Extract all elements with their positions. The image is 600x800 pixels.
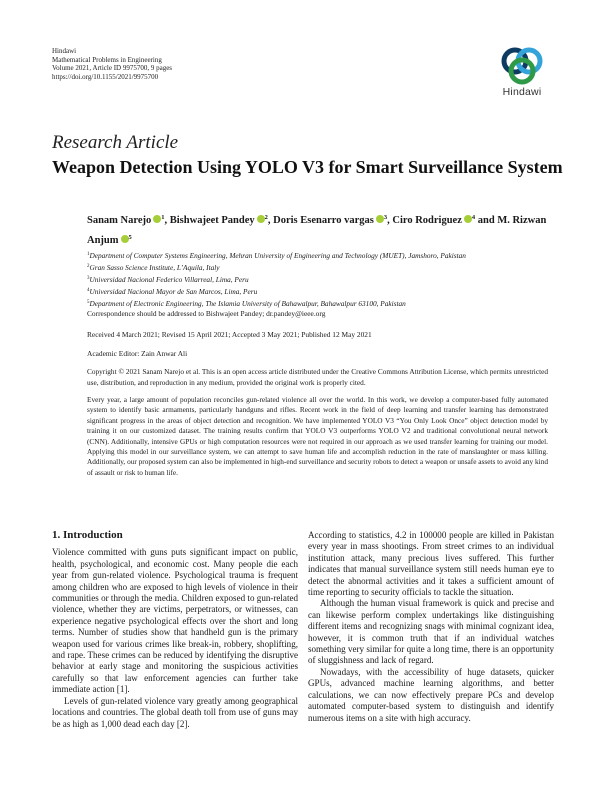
paragraph: Although the human visual framework is quick and precise and can likewise perform complex undertakings like distinguishing different items and recognizing snags with minimal cognizant idea, however, it is common truth that if an individual watches something very similar for quite a long time, there is an opportunity of sluggishness and lack of regard. — [308, 598, 554, 666]
author-affiliation-mark: 2 — [264, 214, 268, 221]
correspondence: Correspondence should be addressed to Bishwajeet Pandey; dr.pandey@ieee.org — [87, 309, 326, 318]
author — [392, 215, 475, 226]
intro-column-right — [308, 530, 554, 724]
affiliation-mark: 3 — [87, 276, 90, 281]
paragraph: Levels of gun-related violence vary greatly among geographical locations and countries. The global death toll from use of guns may be as high as 1,000 dead each day [2]. — [52, 695, 298, 729]
author-list: Sanam Narejo $^1$, Bishwajeet Pandey $^2$, Doris Esenarro vargas $^3$, Ciro Rodriguez $^4$ and M. Rizwan Anjum $^5$ — [87, 214, 547, 246]
paragraph: According to statistics, 4.2 in 100000 people are killed in Pakistan every year in mass shootings. From street crimes to an individual institution attack, many precious lives suffered. This further indicates that manual surveillance system still needs human eye to detect the abnormal activities and it takes a sufficient amount of time reporting to security officials to tackle the situation. — [308, 530, 554, 598]
journal-info — [52, 47, 172, 81]
copyright-notice: Copyright © 2021 Sanam Narejo et al. This is an open access article distributed under the Creative Commons Attribution License, which permits unrestricted use, distribution, and reproduction in any medium, provided the original work is properly cited. — [87, 367, 548, 387]
affiliation — [87, 285, 557, 297]
affiliation-mark: 5 — [87, 300, 90, 305]
affiliation-mark: 1 — [87, 252, 90, 257]
publication-dates: Received 4 March 2021; Revised 15 April 2021; Accepted 3 May 2021; Published 12 May 2021 — [87, 330, 372, 339]
affiliation — [87, 261, 557, 273]
section-heading: 1. Introduction — [52, 529, 123, 541]
affiliation-mark: 2 — [87, 264, 90, 269]
author — [273, 215, 387, 226]
abstract: Every year, a large amount of population reconciles gun-related violence all over the world. In this work, we develop a computer-based fully automated system to identify basic armaments, particularly handguns and rifles. Recent work in the field of deep learning and transfer learning has demonstrated significant progress in the areas of object detection and recognition. We have implemented YOLO V3 “You Only Look Once” object detection model by training it on our customized dataset. The training results confirm that YOLO V3 outperforms YOLO V2 and traditional convolutional neural network (CNN). Additionally, intensive GPUs or high computation resources were not required in our approach as we used transfer learning for training our model. Applying this model in our surveillance system, we can attempt to save human life and accomplish reduction in the rate of manslaughter or mass killing. Additionally, our proposed system can also be implemented in high-end surveillance and security robots to detect a weapon or unsafe assets to avoid any kind of assault or risk to human life. — [87, 395, 548, 477]
hindawi-logo[interactable] — [494, 45, 550, 98]
affiliation-text: Gran Sasso Science Institute, L’Aquila, Italy — [89, 263, 220, 272]
journal-name: Mathematical Problems in Engineering — [52, 55, 162, 64]
orcid-icon[interactable] — [121, 235, 129, 243]
academic-editor: Academic Editor: Zain Anwar Ali — [87, 349, 188, 358]
author — [87, 215, 165, 226]
journal-volume: Volume 2021, Article ID 9975700, 9 pages — [52, 64, 173, 73]
affiliation-text: Department of Electronic Engineering, The Islamia University of Bahawalpur, Bahawalpur 63100, Pakistan — [89, 299, 406, 308]
journal-doi[interactable]: https://doi.org/10.1155/2021/9975700 — [52, 72, 159, 81]
affiliation — [87, 273, 557, 285]
orcid-icon[interactable] — [257, 215, 265, 223]
affiliation — [87, 249, 557, 261]
journal-publisher: Hindawi — [52, 47, 77, 55]
author-affiliation-mark: 3 — [383, 214, 388, 221]
affiliation-text: Department of Computer Systems Engineering, Mehran University of Engineering and Technology (MUET), Jamshoro, Pakistan — [89, 251, 466, 260]
affiliations — [87, 249, 557, 309]
author-name[interactable]: Doris Esenarro vargas — [273, 215, 374, 226]
author-affiliation-mark: 5 — [128, 234, 132, 241]
author-name[interactable]: Ciro Rodriguez — [392, 215, 462, 226]
article-title: Weapon Detection Using YOLO V3 for Smart Surveillance System — [52, 157, 563, 177]
author-name[interactable]: Sanam Narejo — [87, 215, 152, 226]
affiliation-mark: 4 — [87, 288, 90, 293]
hindawi-logo-icon — [499, 45, 545, 85]
logo-text: Hindawi — [502, 86, 542, 98]
affiliation-text: Universidad Nacional Mayor de San Marcos, Lima, Peru — [89, 287, 258, 296]
paragraph: Violence committed with guns puts significant impact on public, health, psychological, and economic cost. Many people die each year from gun-related violence. Psychological trauma is frequent among children who are exposed to high levels of violence in their communities or through the media. Children exposed to gun-related violence, whether they are victims, perpetrators, or witnesses, can experience negative psychological effects over the short and long terms. Number of studies show that handheld gun is the primary weapon used for various crimes like break-in, robbery, shoplifting, and rape. These crimes can be reduced by identifying the disruptive behavior at early stage and monitoring the suspicious activities carefully so that law enforcement agencies can further take immediate action [1]. — [52, 547, 298, 695]
author — [170, 215, 268, 226]
orcid-icon[interactable] — [376, 215, 384, 223]
author-name[interactable]: M. Rizwan Anjum — [87, 215, 547, 246]
article-type: Research Article — [52, 132, 179, 153]
orcid-icon[interactable] — [464, 215, 472, 223]
author-affiliation-mark: 4 — [471, 214, 476, 221]
author-name[interactable]: Bishwajeet Pandey — [169, 215, 255, 226]
affiliation-text: Universidad Nacional Federico Villarreal, Lima, Peru — [89, 275, 249, 284]
authors-and: and — [477, 215, 495, 226]
intro-column-left — [52, 530, 298, 730]
affiliation — [87, 297, 557, 309]
author-affiliation-mark: 1 — [161, 214, 165, 221]
paragraph: Nowadays, with the accessibility of huge datasets, quicker GPUs, advanced machine learning algorithms, and better calculations, we can now effectively prepare PCs and develop automated computer-based system to distinguish and identify numerous items on a site with high accuracy. — [308, 666, 554, 723]
